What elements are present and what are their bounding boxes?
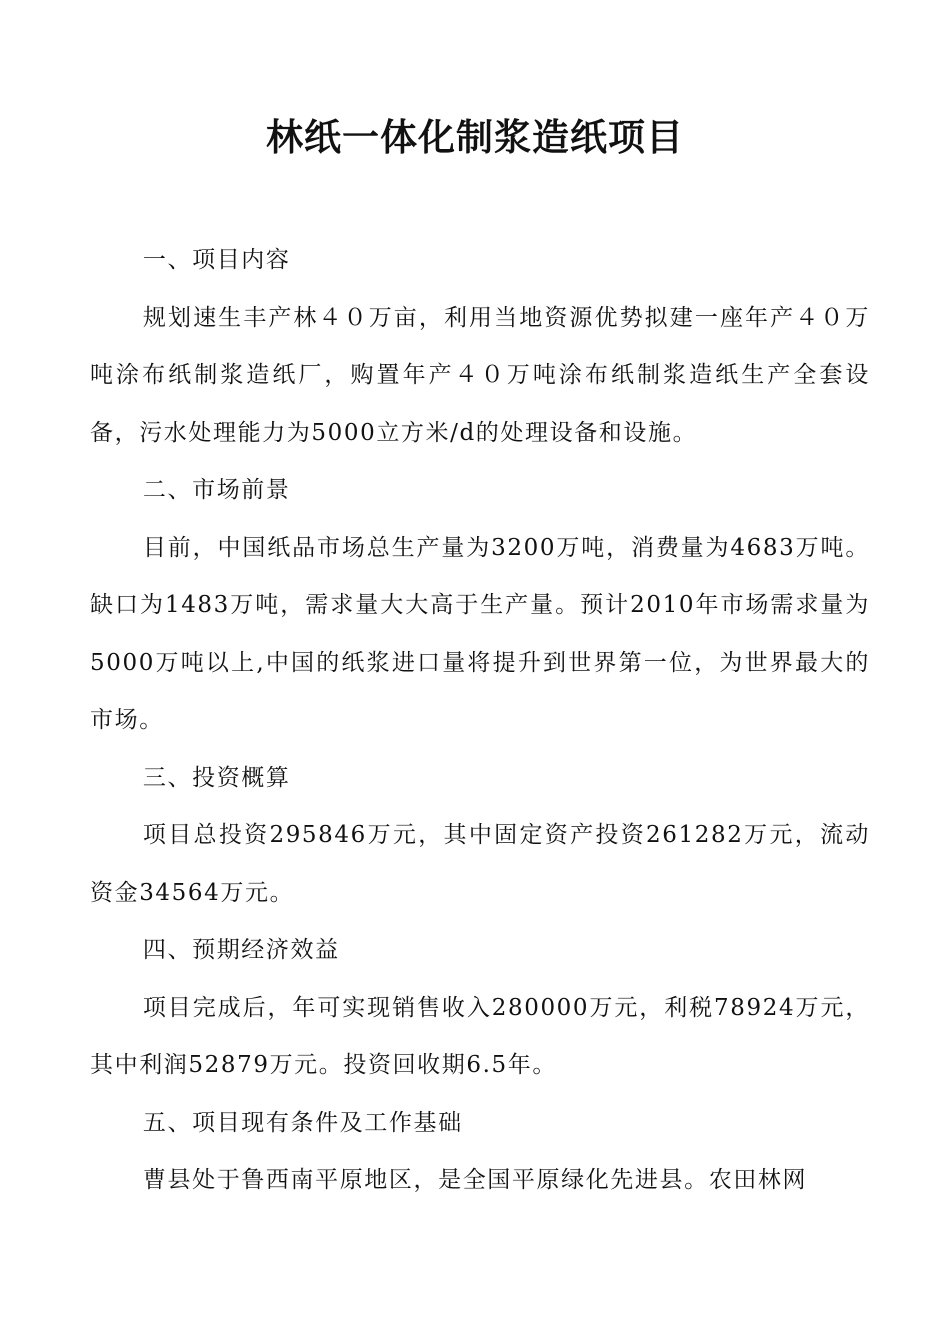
paragraph-investment-estimate: 项目总投资295846万元，其中固定资产投资261282万元，流动资金34564万元。 — [90, 822, 870, 906]
section-heading-expected-benefits: 四、预期经济效益 — [142, 937, 340, 963]
paragraph-market-prospect: 目前，中国纸品市场总生产量为3200万吨，消费量为4683万吨。缺口为1483万吨，需求量大大高于生产量。预计2010年市场需求量为5000万吨以上,中国的纸浆进口量将提升到世界第一位，为世界最大的市场。 — [90, 534, 870, 733]
document-title: 林纸一体化制浆造纸项目 — [266, 116, 684, 159]
section-heading-investment-estimate: 三、投资概算 — [142, 764, 291, 791]
section-heading-existing-conditions: 五、项目现有条件及工作基础 — [142, 1109, 463, 1136]
paragraph-existing-conditions: 曹县处于鲁西南平原地区，是全国平原绿化先进县。农田林网 — [142, 1167, 808, 1193]
paragraph-expected-benefits: 项目完成后，年可实现销售收入280000万元，利税78924万元，其中利润52879万元。投资回收期6.5年。 — [90, 994, 870, 1078]
paragraph-project-content: 规划速生丰产林４０万亩，利用当地资源优势拟建一座年产４０万吨涂布纸制浆造纸厂，购置年产４０万吨涂布纸制浆造纸生产全套设备，污水处理能力为5000立方米/d的处理设备和设施。 — [90, 304, 870, 446]
document-body — [90, 232, 870, 1210]
section-heading-market-prospect: 二、市场前景 — [142, 477, 291, 503]
section-heading-project-content: 一、项目内容 — [142, 247, 291, 273]
